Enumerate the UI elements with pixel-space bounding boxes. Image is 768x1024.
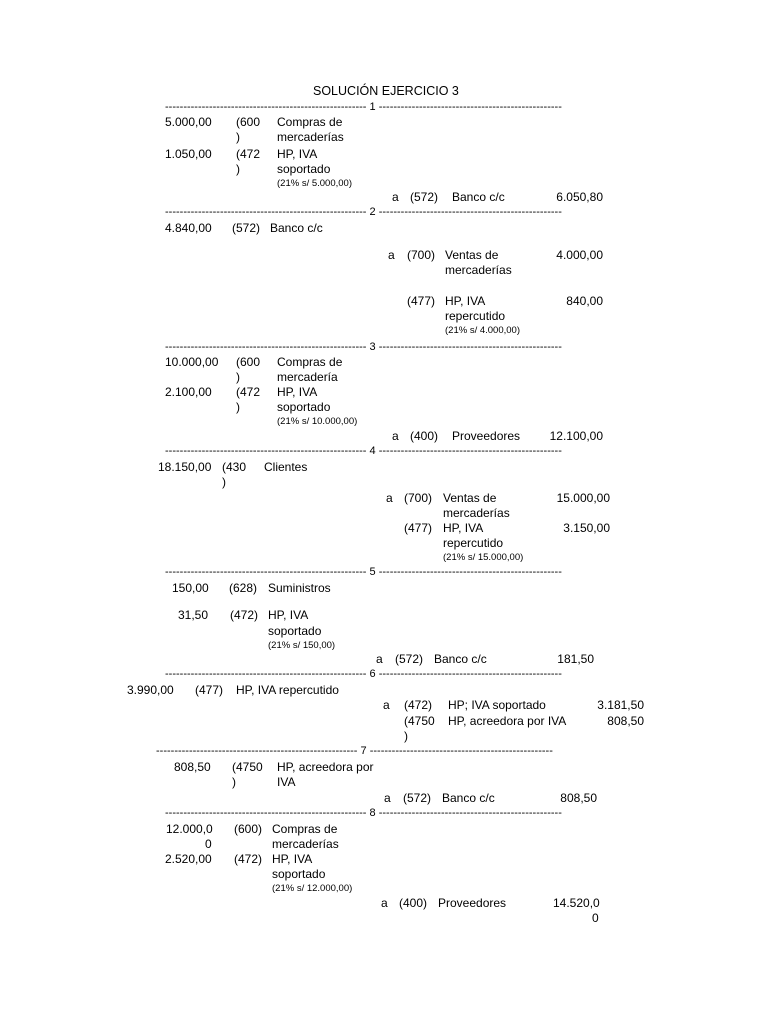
separator-6: ------------------------------------------------------- 6 --------------------------------------------------	[165, 668, 562, 680]
separator-7: ------------------------------------------------------- 7 --------------------------------------------------	[156, 745, 553, 757]
e2-debit1-account: Banco c/c	[270, 221, 323, 235]
e8-credit1-amount: 14.520,0	[553, 896, 600, 910]
e4-credit1-a: a	[386, 491, 393, 505]
e8-debit2-amount: 2.520,00	[165, 852, 212, 866]
e6-credit2-code: (4750	[404, 714, 435, 728]
e4-credit1-amount: 15.000,00	[556, 491, 610, 505]
e2-credit2-amount: 840,00	[566, 294, 603, 308]
e2-credit2-code: (477)	[407, 294, 436, 308]
e8-credit1-code: (400)	[399, 896, 428, 910]
e7-credit1-a: a	[384, 791, 391, 805]
e1-note: (21% s/ 5.000,00)	[277, 178, 352, 189]
e6-credit1-a: a	[383, 698, 390, 712]
e3-debit1-amount: 10.000,00	[165, 355, 219, 369]
e5-debit2-code: (472)	[230, 608, 259, 622]
e6-debit1-amount: 3.990,00	[127, 683, 174, 697]
e8-debit2-code: (472)	[234, 852, 263, 866]
e6-credit1-code: (472)	[404, 698, 433, 712]
e4-credit1-code: (700)	[404, 491, 433, 505]
e4-credit2-code: (477)	[404, 521, 433, 535]
e7-debit1-account: HP, acreedora por	[277, 760, 374, 774]
separator-3: ------------------------------------------------------- 3 --------------------------------------------------	[165, 341, 562, 353]
e6-credit2-code-cont: )	[404, 729, 408, 743]
e3-debit2-amount: 2.100,00	[165, 385, 212, 399]
separator-8: ------------------------------------------------------- 8 --------------------------------------------------	[165, 807, 562, 819]
e5-credit1-a: a	[376, 652, 383, 666]
e7-credit1-code: (572)	[403, 791, 432, 805]
e8-debit1-account: Compras de	[272, 822, 338, 836]
e2-credit1-code: (700)	[407, 248, 436, 262]
e3-debit2-code-cont: )	[236, 400, 240, 414]
e1-credit1-amount: 6.050,80	[556, 190, 603, 204]
separator-1: ------------------------------------------------------- 1 --------------------------------------------------	[165, 101, 562, 113]
page-title: SOLUCIÓN EJERCICIO 3	[313, 84, 459, 98]
e1-debit2-code: (472	[236, 147, 261, 161]
e6-credit2-account: HP, acreedora por IVA	[448, 714, 567, 728]
e5-credit1-account: Banco c/c	[434, 652, 487, 666]
e2-credit1-a: a	[388, 248, 395, 262]
e7-debit1-code: (4750	[232, 760, 263, 774]
e4-credit2-account-cont: repercutido	[443, 536, 504, 550]
e6-credit1-account: HP; IVA soportado	[448, 698, 546, 712]
e8-debit1-account-cont: mercaderías	[272, 837, 339, 851]
e2-credit2-account-cont: repercutido	[445, 309, 506, 323]
e1-credit1-account: Banco c/c	[452, 190, 505, 204]
e4-credit2-account: HP, IVA	[443, 521, 484, 535]
e2-note: (21% s/ 4.000,00)	[445, 325, 520, 336]
e2-credit2-account: HP, IVA	[445, 294, 486, 308]
e3-debit1-account: Compras de	[277, 355, 343, 369]
e2-debit1-amount: 4.840,00	[165, 221, 212, 235]
e3-debit1-account-cont: mercadería	[277, 370, 338, 384]
e5-debit2-account: HP, IVA	[268, 608, 309, 622]
e3-debit1-code-cont: )	[236, 370, 240, 384]
e1-credit1-code: (572)	[410, 190, 439, 204]
e8-credit1-amount-cont: 0	[592, 911, 599, 925]
separator-4: ------------------------------------------------------- 4 --------------------------------------------------	[165, 445, 562, 457]
e2-credit1-account: Ventas de	[445, 248, 499, 262]
e8-debit1-code: (600)	[234, 822, 263, 836]
e5-debit2-amount: 31,50	[178, 608, 209, 622]
e7-credit1-amount: 808,50	[560, 791, 597, 805]
e8-note: (21% s/ 12.000,00)	[272, 883, 353, 894]
e1-debit2-account: HP, IVA	[277, 147, 318, 161]
e3-credit1-amount: 12.100,00	[549, 429, 603, 443]
e8-debit1-amount-cont: 0	[205, 837, 212, 851]
e5-debit1-amount: 150,00	[172, 581, 209, 595]
e1-credit1-a: a	[392, 190, 399, 204]
e4-debit1-amount: 18.150,00	[158, 460, 212, 474]
e1-debit1-code: (600	[236, 115, 261, 129]
e1-debit2-account-cont: soportado	[277, 162, 331, 176]
e6-debit1-code: (477)	[195, 683, 224, 697]
e1-debit1-amount: 5.000,00	[165, 115, 212, 129]
e4-debit1-account: Clientes	[264, 460, 308, 474]
e1-debit2-amount: 1.050,00	[165, 147, 212, 161]
e5-debit1-code: (628)	[229, 581, 258, 595]
e3-credit1-account: Proveedores	[452, 429, 521, 443]
e3-debit2-account: HP, IVA	[277, 385, 318, 399]
e6-credit2-amount: 808,50	[607, 714, 644, 728]
e3-note: (21% s/ 10.000,00)	[277, 416, 358, 427]
e4-debit1-code-cont: )	[222, 475, 226, 489]
e3-debit2-account-cont: soportado	[277, 400, 331, 414]
e7-debit1-amount: 808,50	[174, 760, 211, 774]
e1-debit1-code-cont: )	[236, 130, 240, 144]
e6-credit1-amount: 3.181,50	[597, 698, 644, 712]
separator-5: ------------------------------------------------------- 5 --------------------------------------------------	[165, 566, 562, 578]
e7-debit1-account-cont: IVA	[277, 775, 296, 789]
e8-credit1-a: a	[381, 896, 388, 910]
e8-credit1-account: Proveedores	[438, 896, 507, 910]
e1-debit1-account: Compras de	[277, 115, 343, 129]
e2-debit1-code: (572)	[232, 221, 261, 235]
e5-debit1-account: Suministros	[268, 581, 331, 595]
e8-debit1-amount: 12.000,0	[166, 822, 213, 836]
e5-credit1-amount: 181,50	[557, 652, 594, 666]
e7-debit1-code-cont: )	[232, 775, 236, 789]
e5-note: (21% s/ 150,00)	[268, 640, 336, 651]
e8-debit2-account-cont: soportado	[272, 867, 326, 881]
e3-credit1-a: a	[392, 429, 399, 443]
e5-credit1-code: (572)	[395, 652, 424, 666]
e2-credit1-account-cont: mercaderías	[445, 263, 512, 277]
e1-debit1-account-cont: mercaderías	[277, 130, 344, 144]
e4-credit1-account: Ventas de	[443, 491, 497, 505]
e4-note: (21% s/ 15.000,00)	[443, 552, 524, 563]
e7-credit1-account: Banco c/c	[442, 791, 495, 805]
e3-credit1-code: (400)	[410, 429, 439, 443]
separator-2: ------------------------------------------------------- 2 --------------------------------------------------	[165, 206, 562, 218]
e4-credit2-amount: 3.150,00	[563, 521, 610, 535]
e8-debit2-account: HP, IVA	[272, 852, 313, 866]
e4-credit1-account-cont: mercaderías	[443, 506, 510, 520]
e2-credit1-amount: 4.000,00	[556, 248, 603, 262]
e5-debit2-account-cont: soportado	[268, 624, 322, 638]
e3-debit1-code: (600	[236, 355, 261, 369]
e3-debit2-code: (472	[236, 385, 261, 399]
e1-debit2-code-cont: )	[236, 162, 240, 176]
e6-debit1-account: HP, IVA repercutido	[236, 683, 339, 697]
e4-debit1-code: (430	[222, 460, 247, 474]
